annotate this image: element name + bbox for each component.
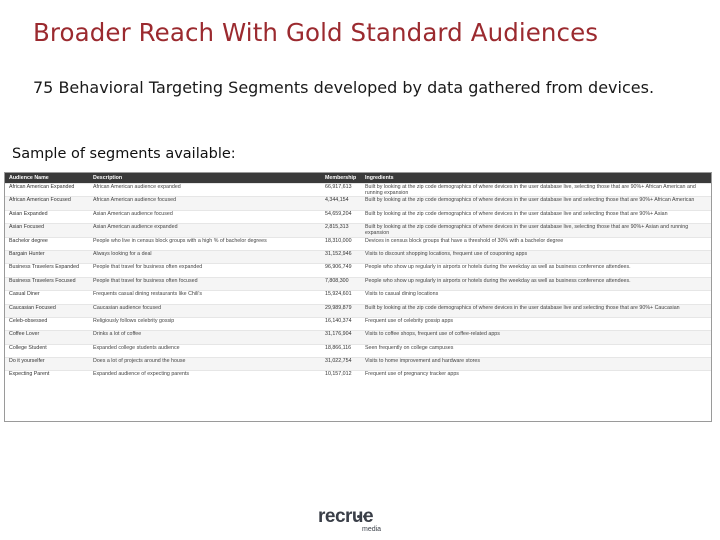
cell-membership: 54,659,204 <box>321 210 361 223</box>
cell-audience-name: African American Expanded <box>5 184 89 197</box>
table-row <box>5 277 711 290</box>
table-row <box>5 237 711 250</box>
cell-ingredients: Frequent use of celebrity gossip apps <box>361 317 711 330</box>
cell-membership: 4,344,154 <box>321 197 361 210</box>
table-row <box>5 264 711 277</box>
cell-ingredients: Frequent use of pregnancy tracker apps <box>361 371 711 384</box>
cell-audience-name: Expecting Parent <box>5 371 89 384</box>
table-row <box>5 210 711 223</box>
cell-ingredients: Built by looking at the zip code demographics of where devices in the user database live and selecting those that are 90%+ Asian <box>361 210 711 223</box>
cell-audience-name: Bachelor degree <box>5 237 89 250</box>
cell-description: Does a lot of projects around the house <box>89 358 321 371</box>
slide-subtitle: 75 Behavioral Targeting Segments developed by data gathered from devices. <box>33 78 655 97</box>
cell-membership: 2,815,313 <box>321 224 361 237</box>
cell-membership: 96,906,749 <box>321 264 361 277</box>
header-ingredients: Ingredients <box>365 175 394 181</box>
cell-membership: 7,808,300 <box>321 277 361 290</box>
table-row <box>5 304 711 317</box>
segments-table <box>4 172 712 422</box>
table-row <box>5 291 711 304</box>
cell-membership: 18,310,000 <box>321 237 361 250</box>
cell-audience-name: Bargain Hunter <box>5 250 89 263</box>
cell-ingredients: People who show up regularly in airports or hotels during the weekday as well as business conference attendees. <box>361 277 711 290</box>
cell-ingredients: Visits to home improvement and hardware stores <box>361 358 711 371</box>
cell-audience-name: Asian Expanded <box>5 210 89 223</box>
cell-description: African American audience focused <box>89 197 321 210</box>
table-row <box>5 250 711 263</box>
cell-membership: 29,989,879 <box>321 304 361 317</box>
table-row <box>5 224 711 237</box>
table-row <box>5 344 711 357</box>
cell-membership: 10,157,012 <box>321 371 361 384</box>
cell-description: African American audience expanded <box>89 184 321 197</box>
header-audience-name: Audience Name <box>9 175 49 181</box>
cell-ingredients: Built by looking at the zip code demographics of where devices in the user database live and selecting those that are 90%+ Caucasian <box>361 304 711 317</box>
cell-ingredients: Devices in census block groups that have a threshold of 30% with a bachelor degree <box>361 237 711 250</box>
cell-membership: 31,176,904 <box>321 331 361 344</box>
cell-audience-name: Asian Focused <box>5 224 89 237</box>
header-description: Description <box>93 175 123 181</box>
cell-description: People that travel for business often expanded <box>89 264 321 277</box>
cell-description: Drinks a lot of coffee <box>89 331 321 344</box>
cell-description: Asian American audience expanded <box>89 224 321 237</box>
cell-audience-name: African American Focused <box>5 197 89 210</box>
logo-subtext: media <box>362 526 382 533</box>
cell-ingredients: Seen frequently on college campuses <box>361 344 711 357</box>
cell-ingredients: Visits to casual dining locations <box>361 291 711 304</box>
sample-label: Sample of segments available: <box>12 146 236 162</box>
cell-description: People that travel for business often focused <box>89 277 321 290</box>
slide-title: Broader Reach With Gold Standard Audiences <box>33 18 599 47</box>
cell-description: Asian American audience focused <box>89 210 321 223</box>
cell-description: People who live in census block groups with a high % of bachelor degrees <box>89 237 321 250</box>
cell-audience-name: Do it yourselfer <box>5 358 89 371</box>
cell-description: Frequents casual dining restaurants like Chili's <box>89 291 321 304</box>
cell-description: Expanded college students audience <box>89 344 321 357</box>
cell-description: Religiously follows celebrity gossip <box>89 317 321 330</box>
cell-description: Expanded audience of expecting parents <box>89 371 321 384</box>
cell-description: Always looking for a deal <box>89 250 321 263</box>
table-row <box>5 358 711 371</box>
cell-audience-name: Coffee Lover <box>5 331 89 344</box>
cell-audience-name: Casual Diner <box>5 291 89 304</box>
cell-membership: 31,152,946 <box>321 250 361 263</box>
cell-membership: 18,866,116 <box>321 344 361 357</box>
cell-audience-name: Caucasian Focused <box>5 304 89 317</box>
cell-audience-name: Business Travelers Focused <box>5 277 89 290</box>
table-row <box>5 371 711 384</box>
table-header-row <box>5 173 711 184</box>
cell-ingredients: Built by looking at the zip code demographics of where devices in the user database live, selecting those that are 90%+ African American and running expansion <box>361 184 711 197</box>
cell-membership: 66,917,613 <box>321 184 361 197</box>
cell-membership: 16,140,374 <box>321 317 361 330</box>
table-row <box>5 184 711 197</box>
cell-ingredients: Visits to coffee shops, frequent use of coffee-related apps <box>361 331 711 344</box>
cell-ingredients: Visits to discount shopping locations, frequent use of couponing apps <box>361 250 711 263</box>
cell-ingredients: People who show up regularly in airports or hotels during the weekday as well as business conference attendees. <box>361 264 711 277</box>
cell-ingredients: Built by looking at the zip code demographics of where devices in the user database live and selecting those that are 90%+ African American <box>361 197 711 210</box>
recrue-media-logo <box>318 506 388 534</box>
cell-ingredients: Built by looking at the zip code demographics of where devices in the user database live, selecting those that are 90%+ Asian and running expansion <box>361 224 711 237</box>
header-membership: Membership <box>325 175 357 181</box>
table-row <box>5 197 711 210</box>
table-row <box>5 317 711 330</box>
table-row <box>5 331 711 344</box>
cell-audience-name: Celeb-obsessed <box>5 317 89 330</box>
cell-membership: 15,924,601 <box>321 291 361 304</box>
cell-description: Caucasian audience focused <box>89 304 321 317</box>
cell-audience-name: College Student <box>5 344 89 357</box>
cell-membership: 31,022,754 <box>321 358 361 371</box>
cell-audience-name: Business Travelers Expanded <box>5 264 89 277</box>
logo-wordmark: recrue <box>318 506 374 527</box>
